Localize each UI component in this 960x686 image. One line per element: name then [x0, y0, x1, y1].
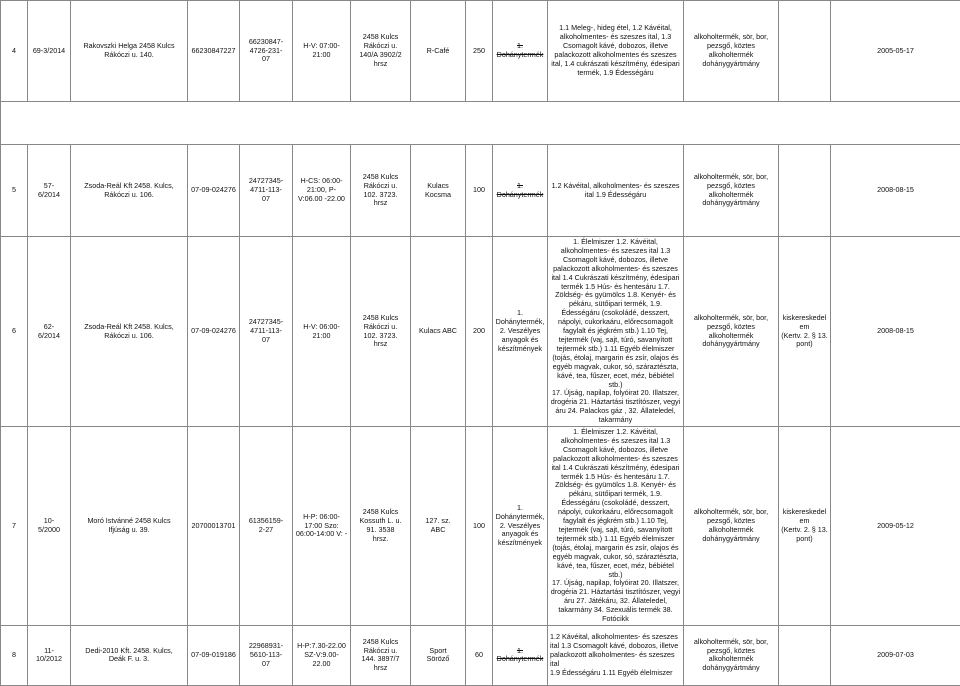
start-date: 2008-08-15 — [831, 145, 960, 237]
registration-number: 57- 6/2014 — [28, 145, 71, 237]
excise-goods: alkoholtermék, sör, bor, pezsgő, köztes alkoholtermék dohánygyártmány — [684, 237, 779, 427]
row-number: 4 — [1, 1, 28, 102]
shop-name: 127. sz. ABC — [411, 427, 466, 626]
operator-name-address: Zsoda-Reál Kft 2458. Kulcs, Rákóczi u. 106. — [71, 237, 188, 427]
opening-hours: H-V: 07:00- 21:00 — [293, 1, 351, 102]
row-number: 8 — [1, 625, 28, 685]
floor-area: 60 — [466, 625, 493, 685]
shop-location: 2458 Kulcs Rákóczi u. 102. 3723. hrsz — [351, 145, 411, 237]
tax-number: 07-09-019186 — [188, 625, 240, 685]
excise-goods: alkoholtermék, sör, bor, pezsgő, köztes alkoholtermék dohánygyártmány — [684, 145, 779, 237]
operator-name-address: Moró Istvánné 2458 Kulcs Ifjúság u. 39. — [71, 427, 188, 626]
statistical-number: 22968931- 5610-113- 07 — [240, 625, 293, 685]
table-row — [1, 237, 960, 427]
excise-goods: alkoholtermék, sör, bor, pezsgő, köztes alkoholtermék dohánygyártmány — [684, 625, 779, 685]
row-number: 6 — [1, 237, 28, 427]
shop-location: 2458 Kulcs Kossuth L. u. 91. 3538 hrsz. — [351, 427, 411, 626]
tax-number: 20700013701 — [188, 427, 240, 626]
product-list: 1.2 Kávéital, alkoholmentes- és szeszes ital 1.9 Édességáru — [548, 145, 684, 237]
floor-area: 100 — [466, 145, 493, 237]
floor-area: 200 — [466, 237, 493, 427]
opening-hours: H-V: 06:00- 21:00 — [293, 237, 351, 427]
start-date: 2008-08-15 — [831, 237, 960, 427]
regulated-products: 1. Dohánytermék — [493, 1, 548, 102]
start-date: 2009-07-03 — [831, 625, 960, 685]
operator-name-address: Zsoda-Reál Kft 2458. Kulcs, Rákóczi u. 106. — [71, 145, 188, 237]
trade-form: kiskereskedelem (Kertv. 2. § 13. pont) — [779, 237, 831, 427]
excise-goods: alkoholtermék, sör, bor, pezsgő, köztes alkoholtermék dohánygyártmány — [684, 1, 779, 102]
shop-location: 2458 Kulcs Rákóczi u. 102. 3723. hrsz — [351, 237, 411, 427]
registration-number: 69-3/2014 — [28, 1, 71, 102]
registration-number: 11- 10/2012 — [28, 625, 71, 685]
trade-form: kiskereskedelem (Kertv. 2. § 13. pont) — [779, 427, 831, 626]
trade-form — [779, 1, 831, 102]
product-list: 1. Élelmiszer 1.2. Kávéital, alkoholmentes- és szeszes ital 1.3 Csomagolt kávé, dobozos, illetve palackozott alkoholmentes- és szeszes ital 1.4 Cukrászati készítmény, édesipari termék 1.5 Hús- és hentesáru 1.7. Zöldség- és gyümölcs 1.8. Kenyér- és pékáru, sütőipari termék, 1.9. Édességáru (csokoládé, desszert, nápolyi, cukorkaáru, előrecsomagolt fagylalt és jégkrém stb.) 1.10 Tej, tejtermék (vaj, sajt, túró, savanyított tejtermék stb.) 1.11 Egyéb élelmiszer (tojás, étolaj, margarin és zsír, olajos és egyéb magvak, cukor, só, száraztészta, kávé, tea, fűszer, ecet, méz, bébiétel stb.) 17. Újság, napilap, folyóirat 20. Illatszer, drogéria 21. Háztartási tisztítószer, vegyi áru 24. Palackos gáz , 32. Állateledel, takarmány — [548, 237, 684, 427]
excise-goods: alkoholtermék, sör, bor, pezsgő, köztes alkoholtermék dohánygyártmány — [684, 427, 779, 626]
registration-number: 10- 5/2000 — [28, 427, 71, 626]
tax-number: 66230847227 — [188, 1, 240, 102]
floor-area: 250 — [466, 1, 493, 102]
table-row — [1, 427, 960, 626]
shop-location: 2458 Kulcs Rákóczi u. 144. 3897/7 hrsz — [351, 625, 411, 685]
tax-number: 07-09-024276 — [188, 145, 240, 237]
table-row — [1, 145, 960, 237]
start-date: 2009-05-12 — [831, 427, 960, 626]
regulated-products: 1. Dohánytermék, 2. Veszélyes anyagok és készítmények — [493, 427, 548, 626]
statistical-number: 24727345- 4711-113- 07 — [240, 237, 293, 427]
floor-area: 100 — [466, 427, 493, 626]
table-row — [1, 625, 960, 685]
row-number: 5 — [1, 145, 28, 237]
opening-hours: H-CS: 06:00- 21:00, P- V:06.00 -22.00 — [293, 145, 351, 237]
row-number: 7 — [1, 427, 28, 626]
statistical-number: 61356159- 2-27 — [240, 427, 293, 626]
regulated-products: 1. Dohánytermék, 2. Veszélyes anyagok és készítmények — [493, 237, 548, 427]
regulated-products: 1. Dohánytermék — [493, 625, 548, 685]
statistical-number: 66230847- 4726-231- 07 — [240, 1, 293, 102]
shop-location: 2458 Kulcs Rákóczi u. 140/A 3902/2 hrsz — [351, 1, 411, 102]
opening-hours: H-P: 06:00- 17:00 Szo: 06:00-14:00 V: - — [293, 427, 351, 626]
product-list: 1.1 Meleg-, hideg étel, 1.2 Kávéital, alkoholmentes- és szeszes ital, 1.3 Csomagolt kávé, dobozos, illetve palackozott alkoholmentes és szeszes ital, 1.4 cukrászati készítmény, édesipari termék, 1.9 Édességáru — [548, 1, 684, 102]
shop-name: Kulacs ABC — [411, 237, 466, 427]
opening-hours: H-P:7.30-22.00 SZ-V:9.00- 22.00 — [293, 625, 351, 685]
table-row — [1, 1, 960, 102]
product-list: 1.2 Kávéital, alkoholmentes- és szeszes ital 1.3 Csomagolt kávé, dobozos, illetve palackozott alkoholmentes- és szeszes ital 1.9 Édességáru 1.11 Egyéb élelmiszer — [548, 625, 684, 685]
trade-form — [779, 145, 831, 237]
tax-number: 07-09-024276 — [188, 237, 240, 427]
shop-name: Sport Söröző — [411, 625, 466, 685]
row-gap — [1, 102, 960, 145]
trade-form — [779, 625, 831, 685]
operator-name-address: Rakovszki Helga 2458 Kulcs Rákóczi u. 140. — [71, 1, 188, 102]
statistical-number: 24727345- 4711-113- 07 — [240, 145, 293, 237]
operator-name-address: Dedi-2010 Kft. 2458. Kulcs, Deák F. u. 3. — [71, 625, 188, 685]
shop-name: Kulacs Kocsma — [411, 145, 466, 237]
regulated-products: 1. Dohánytermék — [493, 145, 548, 237]
shop-name: R-Café — [411, 1, 466, 102]
registration-number: 62- 6/2014 — [28, 237, 71, 427]
start-date: 2005-05-17 — [831, 1, 960, 102]
product-list: 1. Élelmiszer 1.2. Kávéital, alkoholmentes- és szeszes ital 1.3 Csomagolt kávé, dobozos, illetve palackozott alkoholmentes- és szeszes ital 1.4 Cukrászati készítmény, édesipari termék 1.5 Hús- és hentesáru 1.7. Zöldség- és gyümölcs 1.8. Kenyér- és pékáru, sütőipari termék, 1.9. Édességáru (csokoládé, desszert, nápolyi, cukorkaáru, előrecsomagolt fagylalt és jégkrém stb.) 1.10 Tej, tejtermék (vaj, sajt, túró, savanyított tejtermék stb.) 1.11 Egyéb élelmiszer (tojás, étolaj, margarin és zsír, olajos és egyéb magvak, cukor, só, száraztészta, kávé, tea, fűszer, ecet, méz, bébiétel stb.) 17. Újság, napilap, folyóirat 20. Illatszer, drogéria 21. Háztartási tisztítószer, vegyi áru 27. Játékáru, 32. Állateledel, takarmány 34. Szexuális termék 38. Fotócikk — [548, 427, 684, 626]
